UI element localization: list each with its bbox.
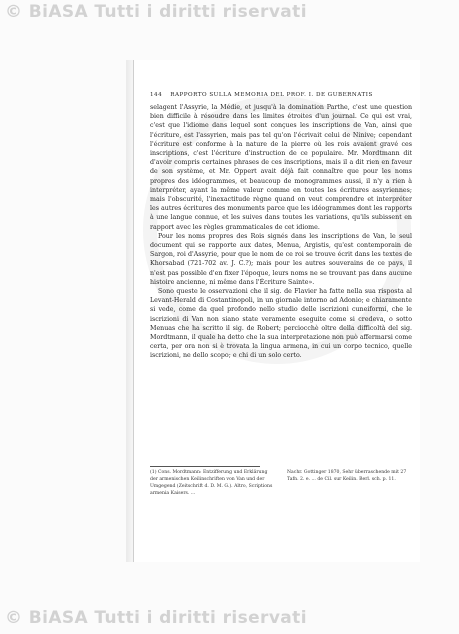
watermark-bottom: [0, 608, 459, 628]
copyright-icon: ©: [5, 2, 23, 22]
copyright-icon: ©: [5, 608, 23, 628]
book-spine: [126, 60, 133, 562]
watermark-top-text: BiASA Tutti i diritti riservati: [28, 2, 307, 22]
paragraph-1: selagent l'Assyrie, la Médie, et jusqu'à la domination Parthe, c'est une question bien difficile à résoudre dans les limites étroites d'un journal. Ce qui est vrai, c'est que l'idiome dans lequel sont conçues les inscriptions de Van, ainsi que l'écriture, est l'assyrien, mais pas tel qu'on l'écrivait celui de Ninive; cependant l'écriture est conforme à la nature de la pierre où les rois avaient gravé ces inscriptions, c'est l'écriture d'instruction de ce populaire. Mr. Mordtmann dit d'avoir compris certaines phrases de ces inscriptions, mais il a dit rien en faveur de son système, et Mr. Oppert avait déjà fait connaître que pour les noms propres des idéogrammes, et beaucoup de monogrammes aussi, il n'y a rien à interpréter, ayant la même valeur comme en toutes les écritures assyriennes; mais l'obscurité, l'inexactitude règne quand on veut comprendre et interpréter les autres écritures des monuments parce que les idéogrammes dont les rapports à une langue connue, et les suives dans toutes les variations, qu'ils subissent en rapport avec les règles grammaticales de cet idiome.: [150, 104, 412, 231]
footnote-left: (1) Cons. Mordtmann: Entzifferung und Erklärung der armenischen Keilinschriften von Van und der Umgegend (Zeitschrift d. D. M. G.). Altro, Scriptions armenia Kaisers. ...: [150, 470, 273, 496]
watermark-bottom-text: BiASA Tutti i diritti riservati: [28, 608, 307, 628]
footnote-right: Nachr. Gottinger 1870, Sehr überraschende mit 27 Tafn. 2. e. ... de Cil. sur Keilin. Berl. sch. p. 11.: [287, 470, 407, 482]
page-number: 144: [150, 92, 163, 98]
watermark-top: [0, 2, 459, 22]
paragraph-2: Pour les noms propres des Rois signés dans les inscriptions de Van, le seul document qui se rapporte aux dates, Menua, Argistis, qu'est contemporain de Sargon, roi d'Assyrie, pour que le nom de ce roi se trouve écrit dans les textes de Khorsabad (721-702 av. J. C.?); mais pour les autres souverains de ce pays, il n'est pas possible d'en fixer l'époque, leurs noms ne se trouvant pas dans aucune histoire ancienne, ni même dans l'Écriture Sainte».: [150, 232, 412, 286]
footnote-rule: [150, 466, 260, 467]
page-body-text: [150, 103, 412, 361]
running-header: [150, 92, 410, 98]
paragraph-3: Sono queste le osservazioni che il sig. de Flavier ha fatte nella sua risposta al Levant-Herald di Costantinopoli, in un giornale intorno ad Adonio; e chiaramente si vede, come da quel profondo nello studio delle iscrizioni cuneiformi, che le iscrizioni di Van non siano state veramente eseguite come si credeva, o sotto Menuas che ha scritto il sig. de Robert; perciocchè oltre della difficoltà del sig. Mordtmann, il quale ha detto che la sua interpretazione non può affermarsi come certa, per ora non si è trovata la lingua armena, in cui un corpo tecnico, quelle iscrizioni, ne dello scopo; e chi di un solo certo.: [150, 288, 412, 360]
running-title: RAPPORTO SULLA MEMORIA DEL PROF. I. DE GUBERNATIS: [170, 92, 373, 98]
